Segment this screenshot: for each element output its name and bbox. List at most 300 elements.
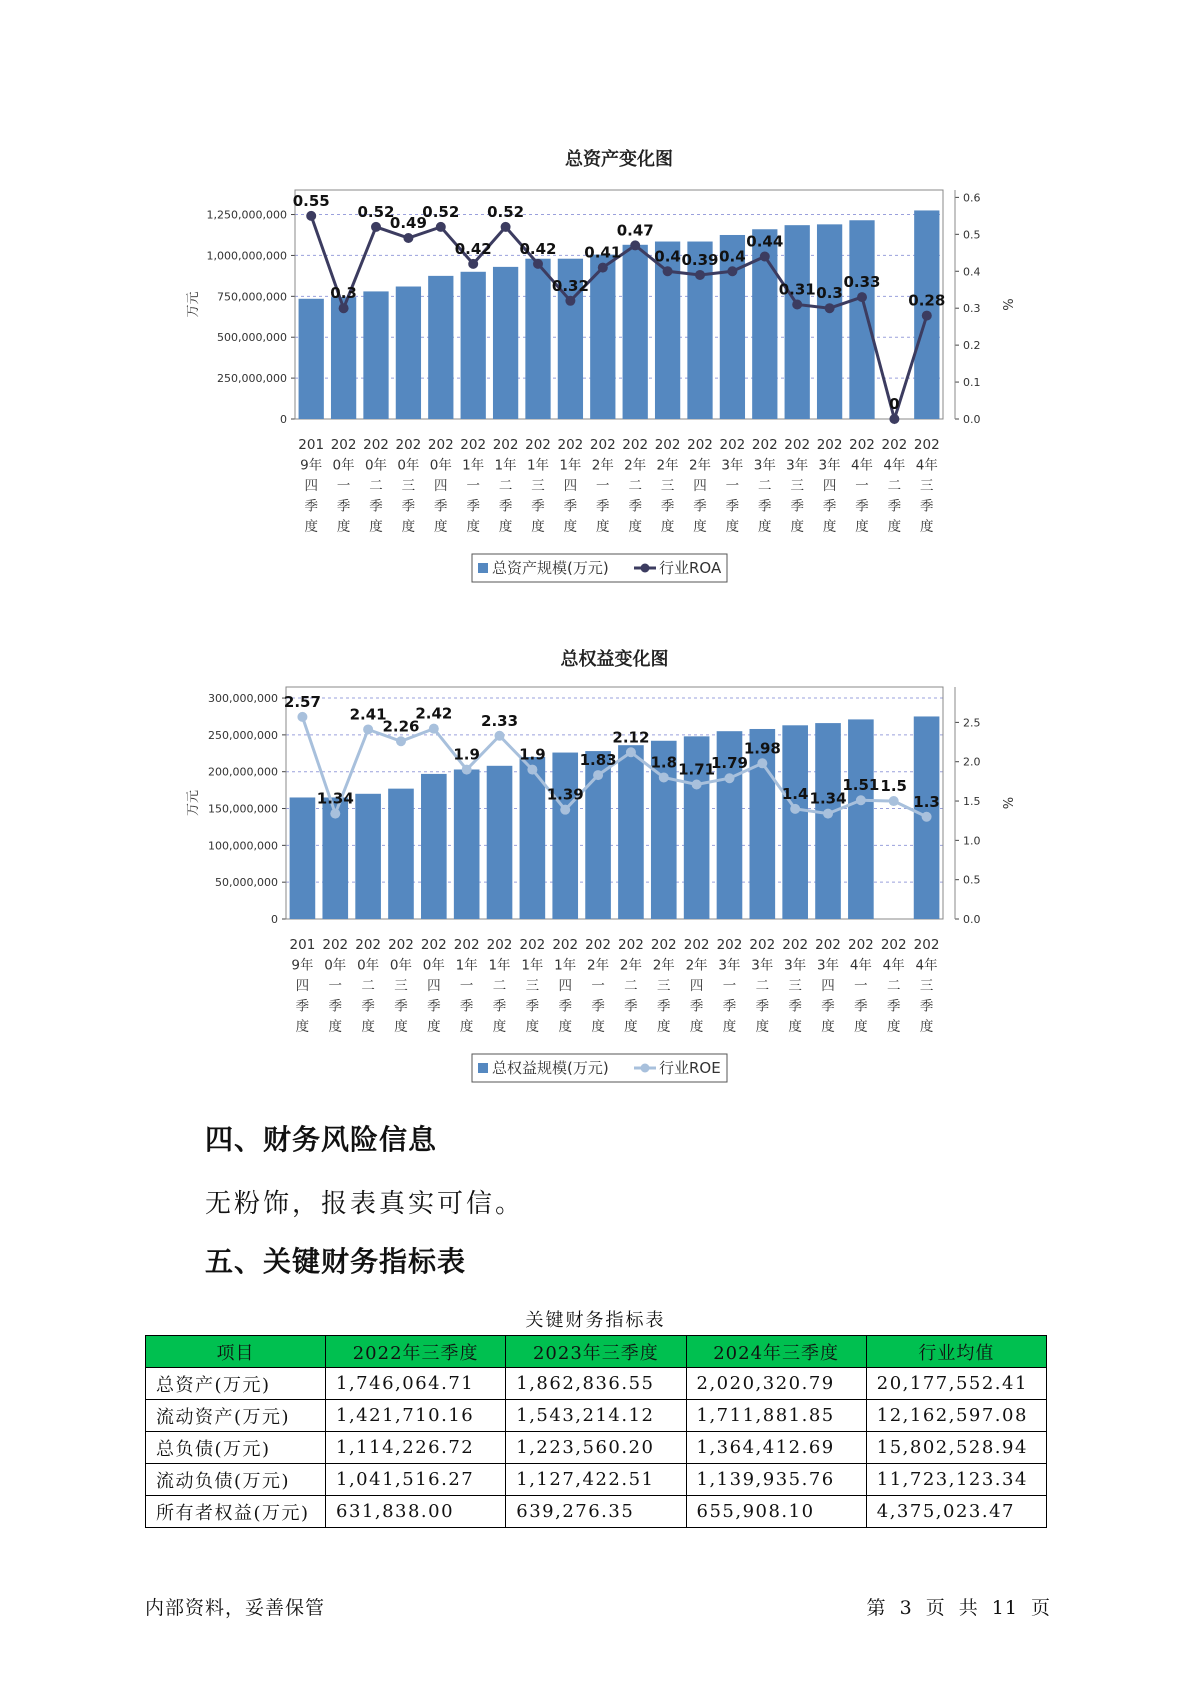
section-5-heading: 五、关键财务指标表 — [205, 1245, 467, 1278]
data-label: 1.3 — [913, 792, 940, 811]
x-tick-label: 2年 — [656, 457, 679, 474]
x-tick-label: 202 — [716, 937, 743, 953]
x-tick-label: 一 — [459, 978, 474, 994]
x-tick-label: 季 — [563, 498, 578, 515]
x-tick-label: 度 — [591, 1019, 605, 1035]
y2-tick-label: 0.0 — [963, 913, 981, 926]
line-point — [468, 259, 478, 269]
x-tick-label: 二 — [755, 978, 770, 994]
line-point — [889, 796, 899, 806]
x-tick-label: 0年 — [332, 457, 355, 474]
x-tick-label: 季 — [920, 498, 934, 515]
line-point — [306, 211, 316, 221]
table-cell: 总负债(万元) — [146, 1432, 326, 1464]
x-tick-label: 三 — [525, 978, 540, 994]
line-point — [403, 233, 413, 243]
line-point — [659, 772, 669, 782]
x-tick-label: 3年 — [718, 957, 741, 974]
x-tick-label: 季 — [459, 998, 474, 1015]
line-point — [560, 805, 570, 815]
x-tick-label: 季 — [427, 998, 441, 1015]
data-label: 0.4 — [719, 247, 746, 266]
data-label: 1.34 — [316, 789, 354, 808]
x-tick-label: 四 — [558, 978, 572, 994]
table-cell: 1,862,836.55 — [506, 1368, 686, 1400]
bar — [355, 794, 381, 919]
data-label: 0.52 — [422, 202, 460, 221]
data-label: 0.42 — [454, 239, 492, 258]
x-tick-label: 4年 — [883, 457, 906, 474]
data-label: 2.42 — [415, 704, 453, 723]
x-tick-label: 三 — [919, 978, 934, 994]
x-tick-label: 度 — [434, 519, 448, 535]
x-tick-label: 201 — [298, 437, 325, 453]
x-tick-label: 三 — [660, 478, 675, 494]
x-tick-label: 四 — [689, 978, 704, 994]
x-tick-label: 0年 — [364, 457, 388, 474]
x-tick-label: 202 — [453, 937, 480, 953]
x-tick-label: 四 — [434, 478, 448, 494]
x-tick-label: 202 — [420, 937, 447, 953]
x-tick-label: 2年 — [587, 957, 610, 974]
line-point — [396, 736, 406, 746]
column-header: 2023年三季度 — [506, 1336, 686, 1368]
y2-tick-label: 0.0 — [963, 413, 981, 426]
y2-axis-title: % — [999, 796, 1014, 810]
data-label: 0.28 — [908, 291, 946, 310]
x-tick-label: 202 — [749, 937, 776, 953]
data-label: 0.47 — [616, 221, 654, 240]
x-tick-label: 度 — [886, 1019, 901, 1035]
x-tick-label: 季 — [466, 498, 480, 515]
x-tick-label: 度 — [689, 1019, 704, 1035]
line-point — [695, 270, 705, 280]
line-point — [363, 724, 373, 734]
line-point — [527, 765, 537, 775]
column-header: 行业均值 — [866, 1336, 1046, 1368]
bar — [290, 797, 316, 919]
data-label: 2.41 — [349, 705, 387, 724]
column-header: 2024年三季度 — [686, 1336, 866, 1368]
line-point — [663, 266, 673, 276]
y2-tick-label: 0.5 — [963, 228, 981, 242]
y-tick-label: 1,000,000,000 — [206, 249, 287, 263]
bar — [623, 245, 648, 419]
table-cell: 1,711,881.85 — [686, 1400, 866, 1432]
footer-confidential-note: 内部资料，妥善保管 — [145, 1597, 326, 1619]
x-tick-label: 三 — [401, 478, 416, 494]
x-tick-label: 季 — [295, 998, 310, 1015]
line-point — [823, 809, 833, 819]
x-tick-label: 季 — [525, 998, 540, 1015]
table-cell: 所有者权益(万元) — [146, 1496, 326, 1528]
y-tick-label: 250,000,000 — [208, 728, 278, 742]
x-tick-label: 202 — [880, 937, 907, 953]
x-tick-label: 202 — [330, 437, 357, 453]
bar — [454, 769, 480, 919]
data-label: 1.83 — [579, 751, 617, 770]
data-label: 0.41 — [584, 243, 622, 262]
x-tick-label: 202 — [849, 437, 875, 453]
x-tick-label: 季 — [821, 998, 835, 1015]
x-tick-label: 度 — [854, 1019, 868, 1035]
x-tick-label: 度 — [328, 1019, 343, 1035]
line-point — [825, 303, 835, 313]
bar — [388, 789, 414, 919]
table-caption: 关键财务指标表 — [525, 1310, 666, 1331]
x-tick-label: 201 — [289, 937, 316, 953]
bar — [817, 224, 842, 419]
y-tick-label: 1,250,000,000 — [206, 208, 287, 222]
x-tick-label: 一 — [466, 478, 480, 494]
data-label: 1.79 — [710, 754, 748, 773]
y2-tick-label: 0.5 — [963, 873, 981, 887]
x-tick-label: 1年 — [455, 957, 478, 974]
x-tick-label: 度 — [336, 519, 351, 535]
line-point — [339, 303, 349, 313]
line-point — [790, 804, 800, 814]
x-tick-label: 季 — [304, 498, 318, 515]
x-tick-label: 季 — [361, 998, 375, 1015]
table-cell: 总资产(万元) — [146, 1368, 326, 1400]
x-tick-label: 一 — [854, 978, 868, 994]
data-label: 0.32 — [551, 276, 589, 295]
x-tick-label: 四 — [822, 478, 837, 494]
x-tick-label: 202 — [815, 937, 841, 953]
legend-bar-swatch — [478, 563, 488, 573]
data-label: 0.52 — [487, 202, 525, 221]
x-tick-label: 202 — [784, 437, 811, 453]
data-label: 2.57 — [283, 692, 321, 711]
line-point — [757, 758, 767, 768]
x-tick-label: 202 — [322, 937, 349, 953]
x-tick-label: 季 — [498, 498, 513, 515]
x-tick-label: 202 — [388, 937, 414, 953]
data-label: 1.9 — [519, 745, 546, 764]
x-tick-label: 3年 — [784, 957, 807, 974]
data-label: 1.9 — [453, 745, 480, 764]
x-tick-label: 202 — [589, 437, 616, 453]
table-cell: 20,177,552.41 — [866, 1368, 1046, 1400]
x-tick-label: 202 — [913, 937, 940, 953]
x-tick-label: 202 — [650, 937, 677, 953]
bar — [590, 255, 615, 419]
data-label: 1.8 — [650, 753, 678, 772]
x-tick-label: 202 — [847, 937, 874, 953]
x-tick-label: 三 — [657, 978, 671, 994]
x-tick-label: 度 — [394, 1019, 408, 1035]
x-tick-label: 二 — [887, 478, 902, 494]
x-tick-label: 季 — [558, 998, 572, 1015]
x-tick-label: 202 — [552, 937, 579, 953]
x-tick-label: 度 — [624, 1019, 638, 1035]
x-tick-label: 202 — [913, 437, 940, 453]
x-tick-label: 季 — [919, 998, 934, 1015]
data-label: 0.4 — [654, 247, 681, 266]
y-axis-title: 万元 — [186, 291, 201, 318]
data-label: 2.33 — [481, 711, 519, 730]
footer-page-number: 第 3 页 共 11 页 — [866, 1597, 1051, 1619]
x-tick-label: 度 — [558, 1019, 572, 1035]
x-tick-label: 度 — [657, 1019, 671, 1035]
table-cell: 1,114,226.72 — [326, 1432, 506, 1464]
x-tick-label: 度 — [920, 519, 934, 535]
line-point — [692, 780, 702, 790]
data-label: 0.39 — [681, 250, 719, 269]
table-header-row — [146, 1336, 1047, 1368]
x-tick-label: 季 — [855, 498, 869, 515]
x-tick-label: 202 — [460, 437, 487, 453]
table-cell: 4,375,023.47 — [866, 1496, 1046, 1528]
x-tick-label: 季 — [591, 998, 605, 1015]
line-point — [565, 296, 575, 306]
x-tick-label: 度 — [855, 519, 869, 535]
x-tick-label: 度 — [304, 519, 318, 535]
bar — [331, 297, 356, 419]
data-label: 0.3 — [816, 284, 843, 303]
data-label: 1.51 — [842, 776, 880, 795]
line-point — [593, 770, 603, 780]
x-tick-label: 季 — [693, 498, 707, 515]
x-tick-label: 季 — [758, 498, 772, 515]
x-tick-label: 3年 — [818, 457, 841, 474]
x-tick-label: 季 — [886, 998, 901, 1015]
bar — [299, 299, 324, 419]
line-point — [533, 259, 543, 269]
data-label: 1.98 — [743, 739, 781, 758]
x-tick-label: 202 — [492, 437, 519, 453]
x-tick-label: 季 — [628, 498, 642, 515]
y2-axis-title: % — [999, 298, 1014, 311]
bar — [782, 725, 808, 919]
line-point — [429, 724, 439, 734]
x-tick-label: 二 — [498, 478, 513, 494]
table-cell: 流动负债(万元) — [146, 1464, 326, 1496]
bar — [363, 291, 388, 419]
table-row — [146, 1400, 1047, 1432]
x-tick-label: 二 — [492, 978, 507, 994]
line-point — [436, 222, 446, 232]
x-tick-label: 0年 — [324, 957, 347, 974]
x-tick-label: 202 — [618, 937, 644, 953]
x-tick-label: 2年 — [624, 457, 647, 474]
x-tick-label: 季 — [401, 498, 416, 515]
x-tick-label: 季 — [624, 998, 638, 1015]
y-tick-label: 200,000,000 — [208, 765, 278, 779]
x-tick-label: 度 — [492, 1019, 507, 1035]
x-tick-label: 季 — [660, 498, 675, 515]
x-tick-label: 度 — [919, 1019, 934, 1035]
line-point — [889, 414, 899, 424]
y-tick-label: 300,000,000 — [208, 692, 278, 706]
x-tick-label: 季 — [369, 498, 383, 515]
line-point — [922, 812, 932, 822]
x-tick-label: 1年 — [559, 457, 582, 474]
x-tick-label: 3年 — [721, 457, 744, 474]
x-tick-label: 202 — [395, 437, 422, 453]
bar — [785, 225, 810, 419]
y2-tick-label: 2.5 — [963, 716, 981, 730]
x-tick-label: 2年 — [591, 457, 614, 474]
bar — [525, 259, 550, 419]
x-tick-label: 度 — [596, 519, 610, 535]
y2-tick-label: 1.5 — [963, 795, 981, 809]
data-label: 0 — [889, 395, 900, 413]
x-tick-label: 202 — [683, 937, 710, 953]
x-tick-label: 季 — [492, 998, 507, 1015]
data-label: 0.3 — [330, 284, 357, 303]
x-tick-label: 202 — [622, 437, 649, 453]
column-header: 2022年三季度 — [326, 1336, 506, 1368]
line-point — [724, 773, 734, 783]
x-tick-label: 202 — [486, 937, 513, 953]
x-tick-label: 202 — [719, 437, 746, 453]
y-tick-label: 150,000,000 — [208, 802, 278, 816]
x-tick-label: 3年 — [753, 457, 776, 474]
x-tick-label: 0年 — [422, 957, 445, 974]
x-tick-label: 度 — [401, 519, 416, 535]
bar — [493, 267, 518, 419]
bar — [848, 719, 874, 919]
x-tick-label: 二 — [369, 478, 383, 494]
line-point — [857, 292, 867, 302]
x-tick-label: 季 — [434, 498, 448, 515]
x-tick-label: 季 — [790, 498, 804, 515]
line-point — [330, 809, 340, 819]
x-tick-label: 季 — [394, 998, 408, 1015]
x-tick-label: 度 — [660, 519, 675, 535]
table-row — [146, 1464, 1047, 1496]
table-cell: 1,421,710.16 — [326, 1400, 506, 1432]
x-tick-label: 度 — [361, 1019, 375, 1035]
x-tick-label: 一 — [596, 478, 610, 494]
x-tick-label: 度 — [722, 1019, 737, 1035]
y-tick-label: 750,000,000 — [217, 290, 287, 304]
table-cell: 流动资产(万元) — [146, 1400, 326, 1432]
y-tick-label: 250,000,000 — [217, 372, 287, 386]
x-tick-label: 一 — [591, 978, 605, 994]
line-point — [727, 266, 737, 276]
x-tick-label: 度 — [788, 1019, 802, 1035]
y2-tick-label: 0.1 — [963, 376, 981, 390]
x-tick-label: 202 — [557, 437, 584, 453]
x-tick-label: 4年 — [915, 957, 938, 974]
data-label: 0.49 — [389, 214, 427, 233]
table-cell: 1,746,064.71 — [326, 1368, 506, 1400]
x-tick-label: 4年 — [849, 957, 872, 974]
x-tick-label: 度 — [295, 1019, 310, 1035]
x-tick-label: 2年 — [619, 957, 642, 974]
x-tick-label: 0年 — [397, 457, 420, 474]
table-cell: 2,020,320.79 — [686, 1368, 866, 1400]
x-tick-label: 度 — [821, 1019, 835, 1035]
x-tick-label: 季 — [336, 498, 351, 515]
x-tick-label: 季 — [788, 998, 802, 1015]
x-tick-label: 二 — [628, 478, 642, 494]
x-tick-label: 季 — [822, 498, 837, 515]
legend-label: 总资产规模(万元) — [492, 559, 609, 577]
x-tick-label: 季 — [689, 998, 704, 1015]
x-tick-label: 季 — [328, 998, 343, 1015]
line-point — [760, 251, 770, 261]
x-tick-label: 一 — [336, 478, 351, 494]
line-point — [792, 300, 802, 310]
x-tick-label: 一 — [855, 478, 869, 494]
x-tick-label: 三 — [394, 978, 408, 994]
x-tick-label: 度 — [459, 1019, 474, 1035]
x-tick-label: 2年 — [688, 457, 712, 474]
x-tick-label: 202 — [782, 937, 809, 953]
x-tick-label: 三 — [531, 478, 545, 494]
x-tick-label: 度 — [427, 1019, 441, 1035]
x-tick-label: 9年 — [291, 957, 314, 974]
y2-tick-label: 1.0 — [963, 834, 981, 848]
x-tick-label: 度 — [628, 519, 642, 535]
x-tick-label: 季 — [657, 998, 671, 1015]
table-cell: 639,276.35 — [506, 1496, 686, 1528]
x-tick-label: 季 — [531, 498, 545, 515]
y-tick-label: 0 — [271, 913, 278, 926]
x-tick-label: 三 — [790, 478, 804, 494]
bar — [750, 729, 776, 919]
line-point — [462, 765, 472, 775]
x-tick-label: 9年 — [300, 457, 323, 474]
x-tick-label: 1年 — [521, 957, 544, 974]
section-4-heading: 四、财务风险信息 — [205, 1123, 438, 1156]
x-tick-label: 季 — [755, 998, 770, 1015]
legend-bar-swatch — [478, 1063, 488, 1073]
table-row — [146, 1496, 1047, 1528]
x-tick-label: 度 — [790, 519, 804, 535]
data-label: 0.33 — [843, 273, 881, 292]
x-tick-label: 季 — [725, 498, 740, 515]
data-label: 0.31 — [778, 280, 816, 299]
table-cell: 1,041,516.27 — [326, 1464, 506, 1496]
bar — [552, 753, 578, 919]
x-tick-label: 季 — [596, 498, 610, 515]
x-tick-label: 202 — [585, 937, 611, 953]
line-point — [598, 263, 608, 273]
x-tick-label: 1年 — [462, 457, 485, 474]
table-cell: 655,908.10 — [686, 1496, 866, 1528]
x-tick-label: 度 — [887, 519, 902, 535]
legend-line-marker — [641, 1064, 650, 1073]
y2-tick-label: 2.0 — [963, 755, 981, 769]
data-label: 2.26 — [382, 717, 420, 736]
x-tick-label: 2年 — [652, 957, 675, 974]
x-tick-label: 四 — [563, 478, 578, 494]
x-tick-label: 度 — [755, 1019, 770, 1035]
table-cell: 1,543,214.12 — [506, 1400, 686, 1432]
x-tick-label: 0年 — [357, 957, 380, 974]
legend-line-marker — [641, 564, 650, 573]
x-tick-label: 1年 — [554, 957, 577, 974]
legend-label: 行业ROA — [659, 559, 722, 577]
x-tick-label: 度 — [466, 519, 480, 535]
y-tick-label: 100,000,000 — [208, 839, 278, 853]
bar — [421, 774, 447, 919]
line-point — [856, 795, 866, 805]
bar — [487, 766, 513, 919]
x-tick-label: 一 — [722, 978, 737, 994]
x-tick-label: 四 — [427, 978, 441, 994]
x-tick-label: 3年 — [816, 957, 840, 974]
x-tick-label: 四 — [304, 478, 318, 494]
data-label: 0.55 — [292, 191, 330, 210]
x-tick-label: 4年 — [915, 457, 938, 474]
table-cell: 1,364,412.69 — [686, 1432, 866, 1464]
data-label: 1.39 — [546, 785, 584, 804]
